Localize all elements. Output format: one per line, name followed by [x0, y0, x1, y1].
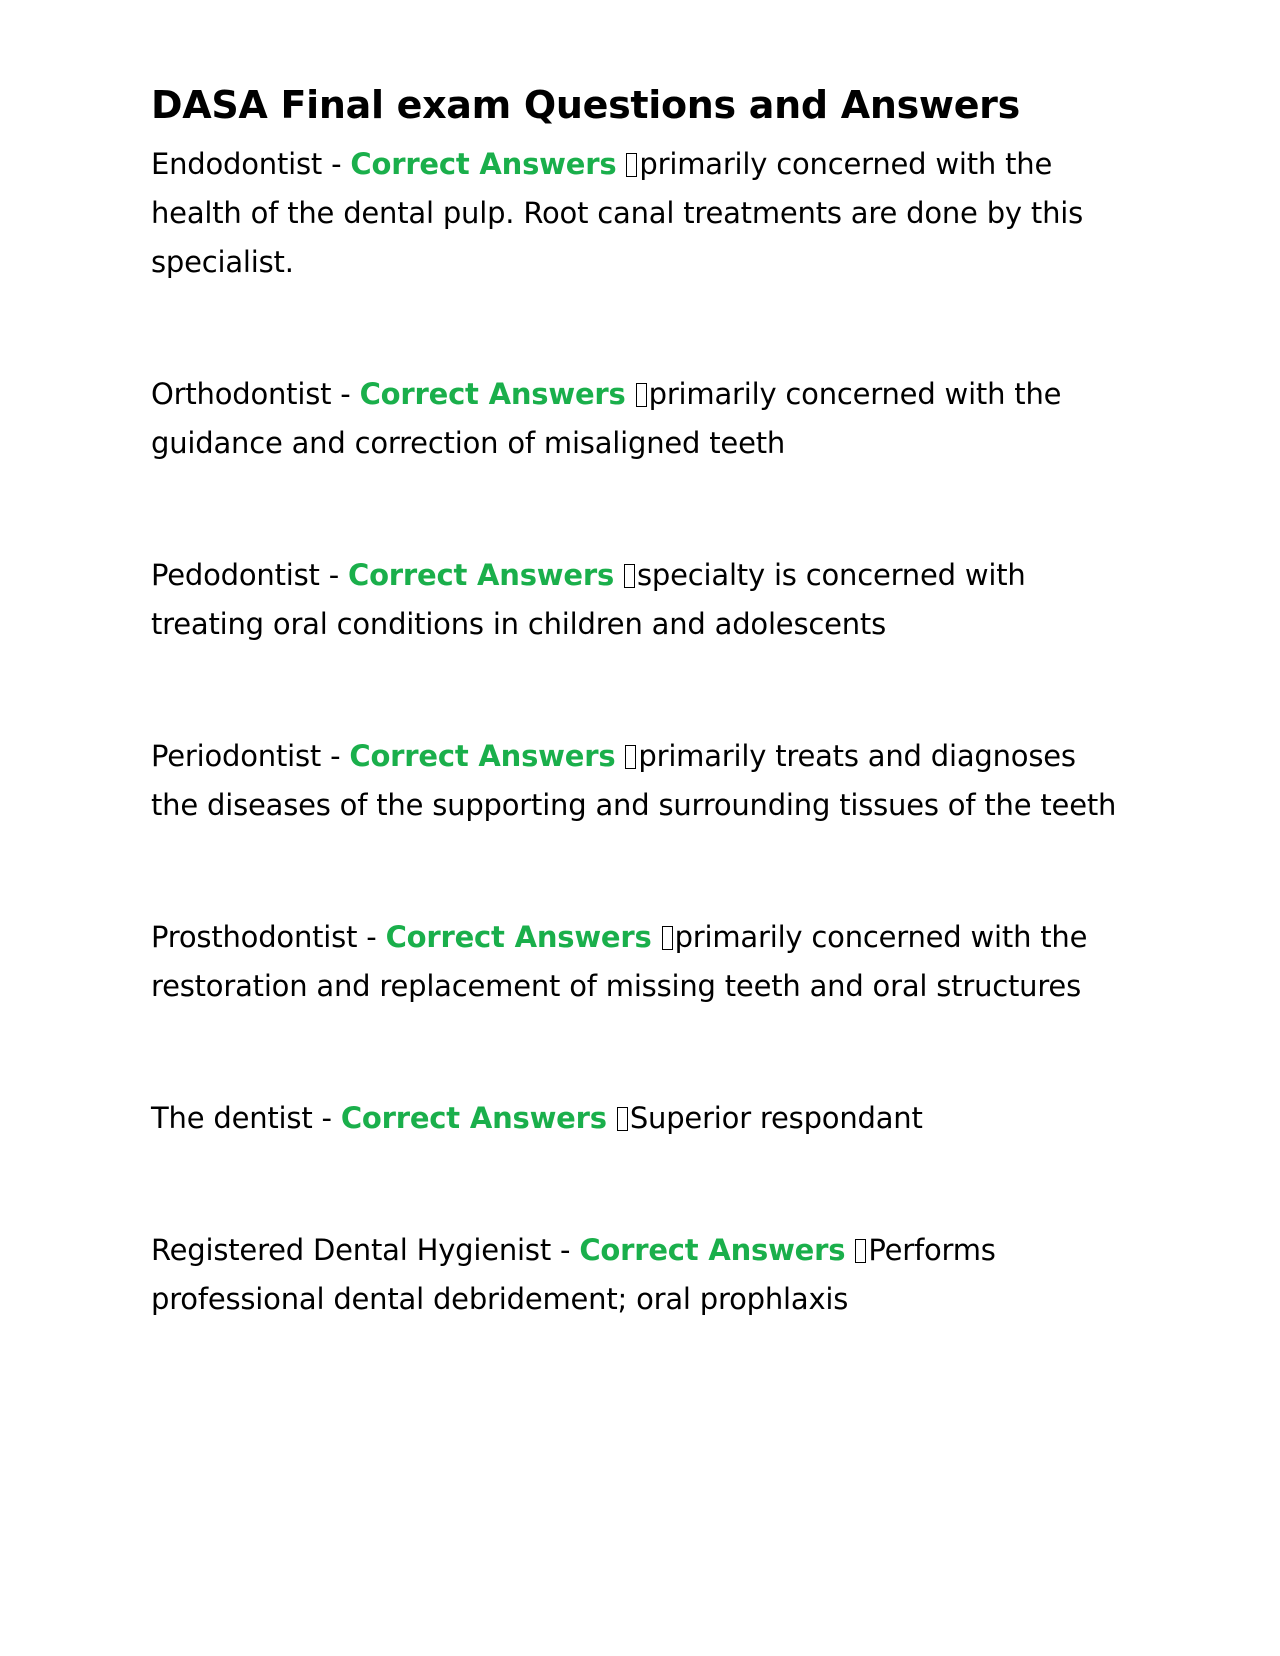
missing-glyph-icon [636, 383, 647, 407]
missing-glyph-icon [662, 926, 673, 950]
qa-definition: Superior respondant [629, 1101, 923, 1135]
qa-separator: - [312, 1101, 341, 1135]
correct-answers-label: Correct Answers [359, 377, 626, 411]
qa-separator: - [357, 920, 386, 954]
correct-answers-label: Correct Answers [579, 1233, 846, 1267]
qa-definition: Performs professional dental debridement; oral prophlaxis [151, 1233, 996, 1316]
qa-term: The dentist [151, 1101, 313, 1135]
qa-separator: - [319, 558, 348, 592]
qa-separator: - [321, 739, 350, 773]
qa-term: Prosthodontist [151, 920, 358, 954]
qa-term: Periodontist [151, 739, 322, 773]
correct-answers-label: Correct Answers [385, 920, 652, 954]
missing-glyph-icon [625, 745, 636, 769]
qa-item-endodontist [151, 140, 1131, 287]
qa-separator: - [551, 1233, 580, 1267]
missing-glyph-icon [855, 1239, 866, 1263]
missing-glyph-icon [617, 1107, 628, 1131]
qa-definition: primarily concerned with the restoration and replacement of missing teeth and oral structures [151, 920, 1088, 1003]
correct-answers-label: Correct Answers [350, 147, 617, 181]
qa-definition: specialty is concerned with treating oral conditions in children and adolescents [151, 558, 1026, 641]
qa-separator: - [322, 147, 351, 181]
qa-item-pedodontist [151, 551, 1131, 649]
document-title: DASA Final exam Questions and Answers [151, 83, 1020, 127]
missing-glyph-icon [626, 153, 637, 177]
qa-term: Orthodontist [151, 377, 332, 411]
qa-definition: primarily concerned with the health of the dental pulp. Root canal treatments are done by this specialist. [151, 147, 1084, 279]
qa-term: Registered Dental Hygienist [151, 1233, 551, 1267]
correct-answers-label: Correct Answers [348, 558, 615, 592]
qa-item-registered-dental-hygienist [151, 1226, 1131, 1324]
qa-term: Endodontist [151, 147, 323, 181]
qa-item-periodontist [151, 732, 1131, 830]
qa-item-the-dentist [151, 1094, 1131, 1143]
qa-item-orthodontist [151, 370, 1131, 468]
correct-answers-label: Correct Answers [349, 739, 616, 773]
qa-definition: primarily concerned with the guidance and correction of misaligned teeth [151, 377, 1062, 460]
correct-answers-label: Correct Answers [340, 1101, 607, 1135]
qa-item-prosthodontist [151, 913, 1131, 1011]
qa-term: Pedodontist [151, 558, 320, 592]
document-page [151, 76, 1131, 1407]
qa-definition: primarily treats and diagnoses the diseases of the supporting and surrounding tissues of the teeth [151, 739, 1117, 822]
qa-separator: - [331, 377, 360, 411]
missing-glyph-icon [624, 564, 635, 588]
